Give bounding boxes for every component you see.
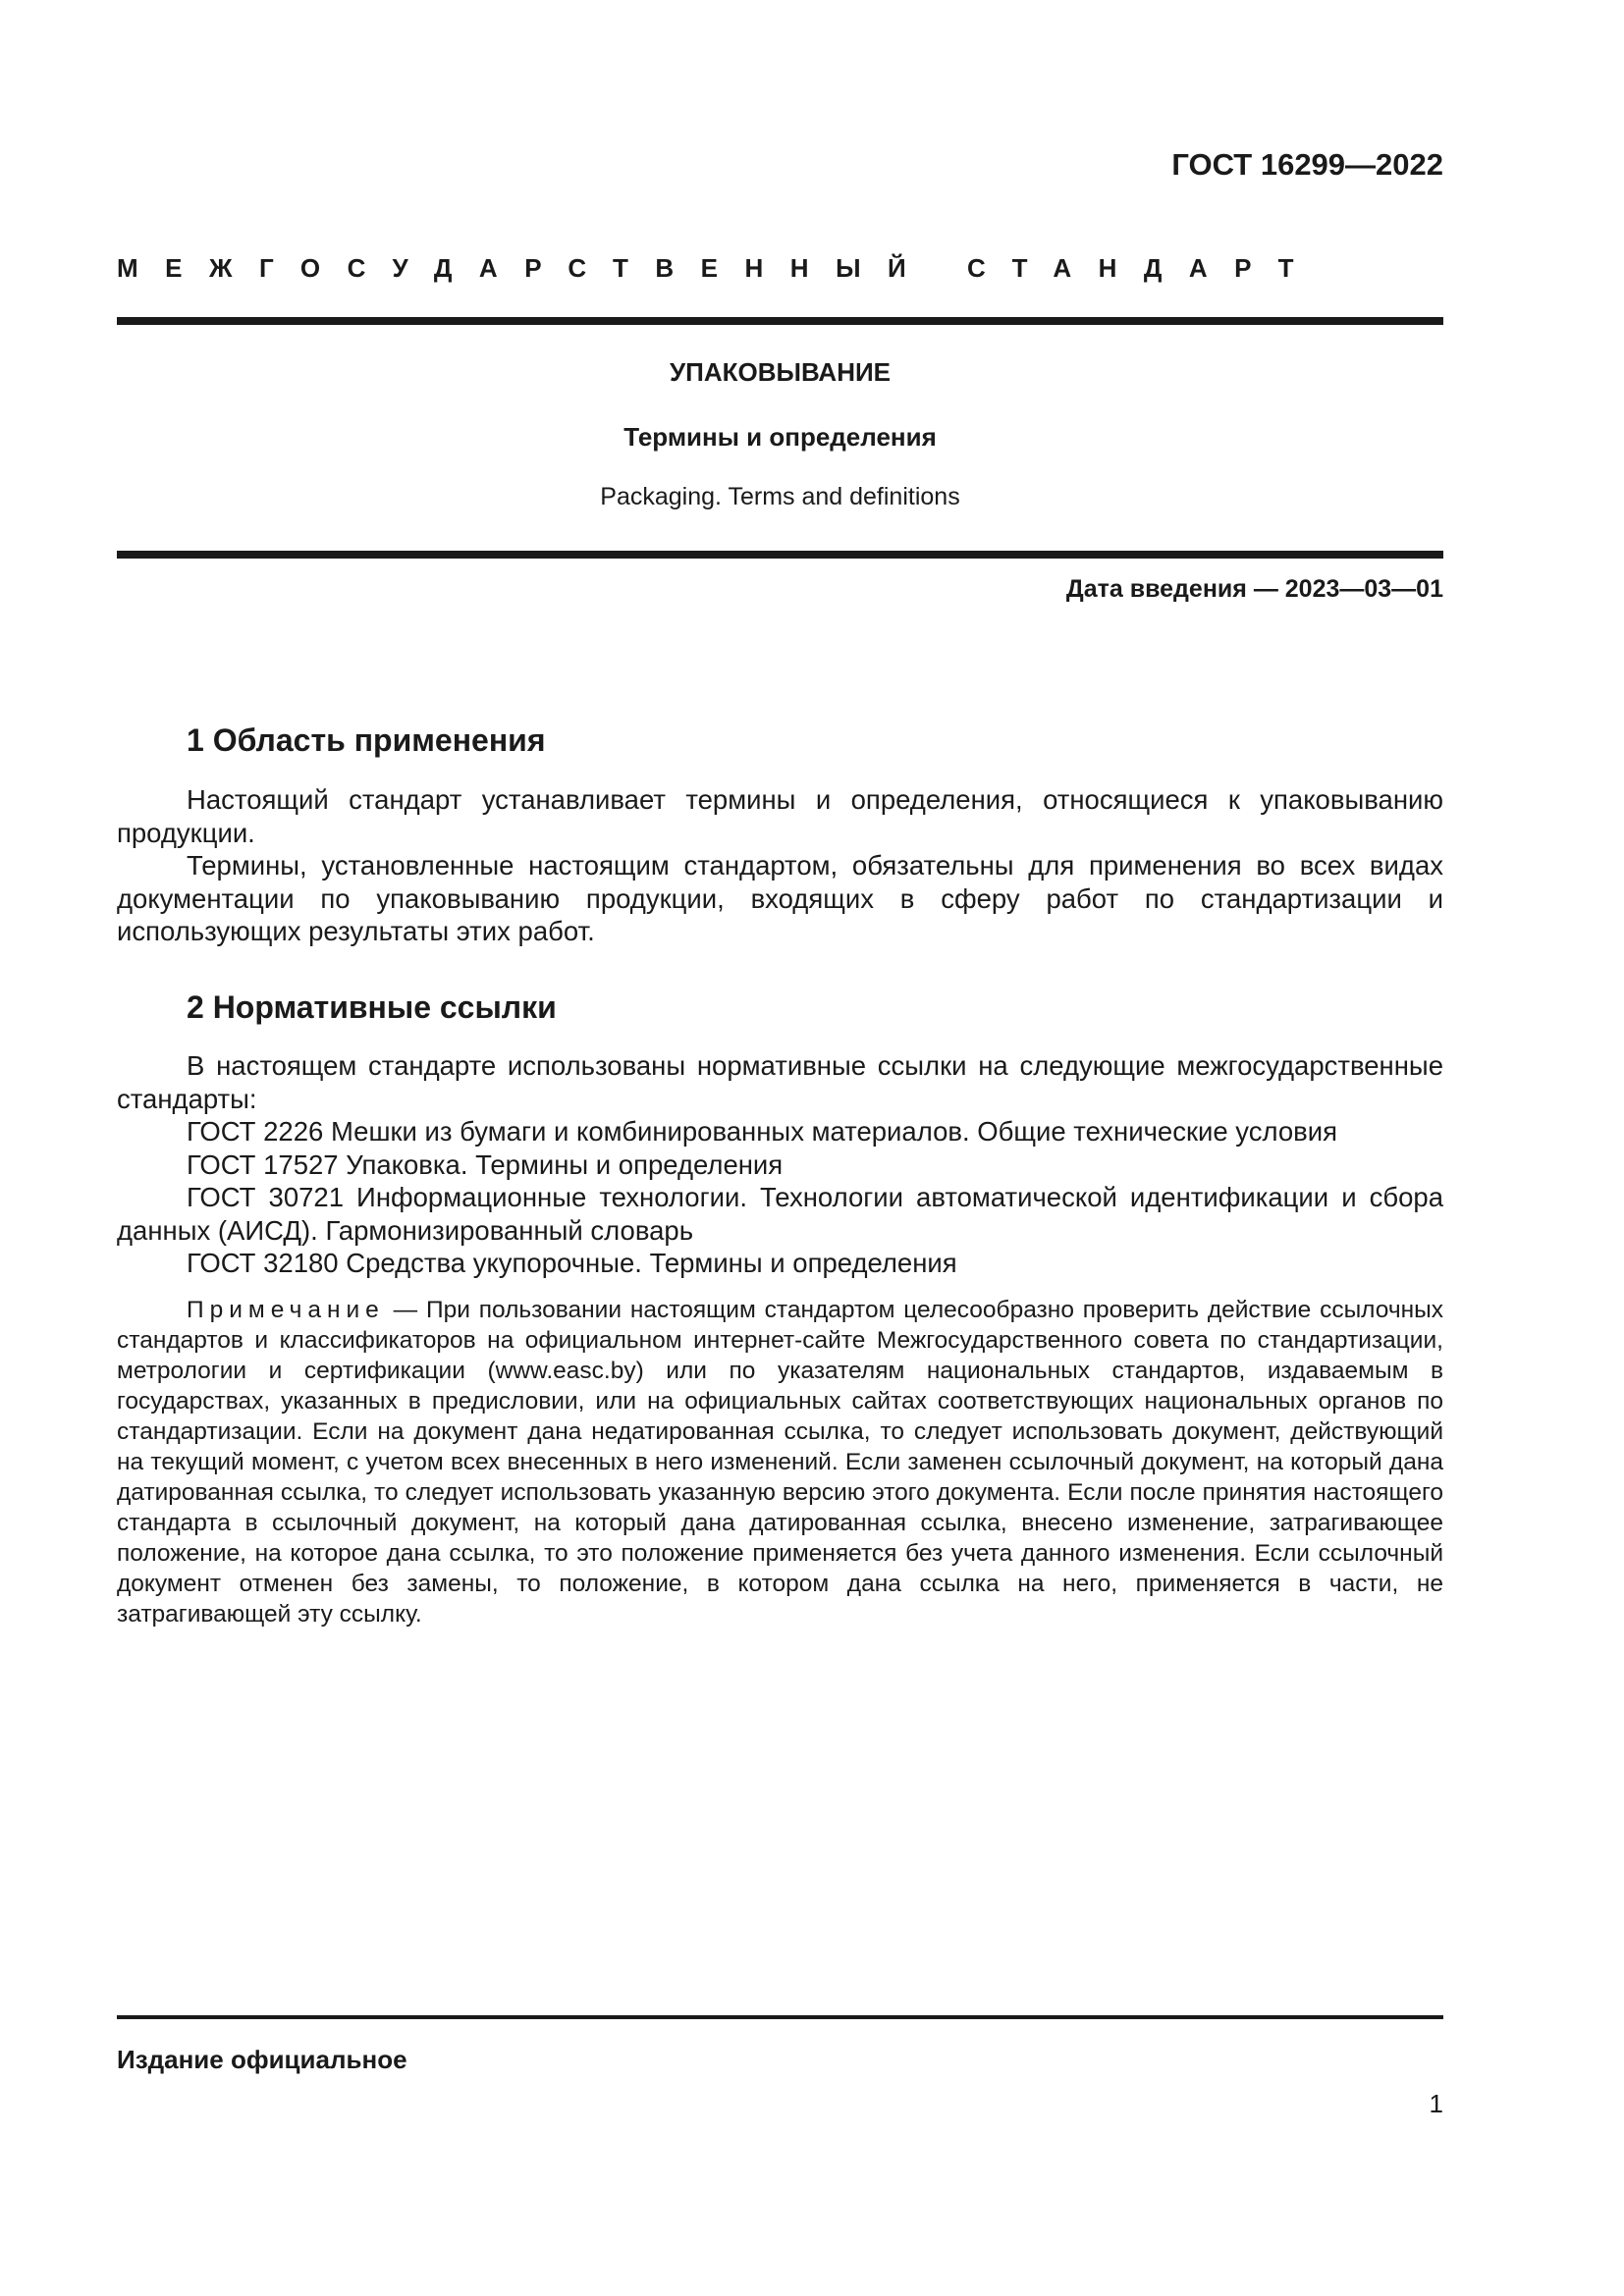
note-paragraph <box>117 1295 1443 1629</box>
references-section-body <box>117 1049 1443 1280</box>
reference-item: ГОСТ 30721 Информационные технологии. Технологии автоматической идентификации и сбора данных (АИСД). Гармонизированный словарь <box>117 1182 1443 1246</box>
page-number: 1 <box>1429 2089 1443 2118</box>
reference-item: ГОСТ 32180 Средства укупорочные. Термины и определения <box>187 1248 957 1278</box>
scope-section-body <box>117 783 1443 948</box>
edition-label: Издание официальное <box>117 2045 407 2074</box>
document-title-english: Packaging. Terms and definitions <box>600 483 960 510</box>
standard-type-heading: МЕЖГОСУДАРСТВЕННЫЙ СТАНДАРТ <box>117 253 1322 283</box>
note-label: Примечание <box>187 1297 385 1323</box>
reference-item: ГОСТ 2226 Мешки из бумаги и комбинированных материалов. Общие технические условия <box>187 1116 1337 1147</box>
section-heading-references: 2 Нормативные ссылки <box>187 989 557 1025</box>
title-divider <box>117 551 1443 559</box>
footer-divider <box>117 2015 1443 2019</box>
reference-item: ГОСТ 17527 Упаковка. Термины и определения <box>187 1148 784 1180</box>
paragraph: Термины, установленные настоящим стандартом, обязательны для применения во всех видах документации по упаковыванию продукции, входящих в сферу работ по стандартизации и использующих результаты этих работ. <box>117 850 1443 946</box>
document-subtitle: Термины и определения <box>623 422 937 452</box>
paragraph: Настоящий стандарт устанавливает термины и определения, относящиеся к упаковыванию продукции. <box>117 784 1443 848</box>
document-code: ГОСТ 16299—2022 <box>1171 147 1443 182</box>
note-text: — При пользовании настоящим стандартом целесообразно проверить действие ссылочных стандартов и классификаторов на официальном интернет-сайте Межгосударственного совета по стандартизации, метрологии и сертификации (www.easc.by) или по указателям национальных стандартов, издаваемым в государствах, указанных в предисловии, или на официальных сайтах соответствующих национальных органов по стандартизации. Если на документ дана недатированная ссылка, то следует использовать документ, действующий на текущий момент, с учетом всех внесенных в него изменений. Если заменен ссылочный документ, на который дана датированная ссылка, то следует использовать указанную версию этого документа. Если после принятия настоящего стандарта в ссылочный документ, на который дана датированная ссылка, внесено изменение, затрагивающее положение, на которое дана ссылка, то это положение применяется без учета данного изменения. Если ссылочный документ отменен без замены, то положение, в котором дана ссылка на него, применяется в части, не затрагивающей эту ссылку. <box>117 1297 1443 1628</box>
introduction-date: Дата введения — 2023—03—01 <box>1065 575 1443 603</box>
top-divider <box>117 317 1443 325</box>
document-title: УПАКОВЫВАНИЕ <box>669 357 892 387</box>
section-heading-scope: 1 Область применения <box>187 722 546 758</box>
paragraph: В настоящем стандарте использованы нормативные ссылки на следующие межгосударственные стандарты: <box>117 1050 1443 1114</box>
